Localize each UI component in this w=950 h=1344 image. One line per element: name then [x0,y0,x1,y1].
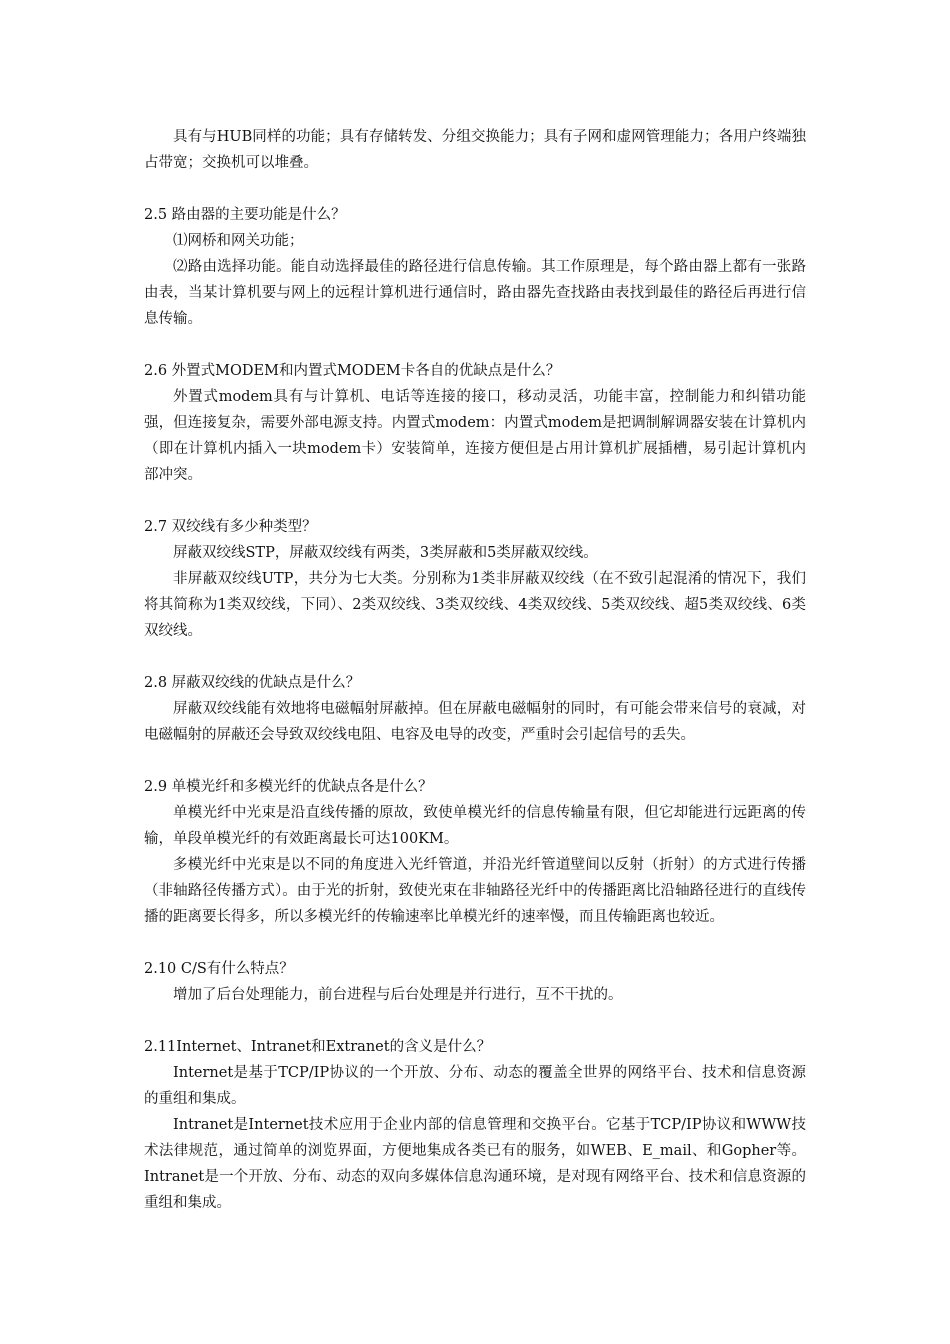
paragraph: Internet是基于TCP/IP协议的一个开放、分布、动态的覆盖全世界的网络平台、技术和信息资源的重组和集成。 [144,1065,806,1107]
paragraph: ⑵路由选择功能。能自动选择最佳的路径进行信息传输。其工作原理是，每个路由器上都有一张路由表，当某计算机要与网上的远程计算机进行通信时，路由器先查找路由表找到最佳的路径后再进行信息传输。 [144,259,806,327]
paragraph: 屏蔽双绞线能有效地将电磁幅射屏蔽掉。但在屏蔽电磁幅射的同时，有可能会带来信号的衰减，对电磁幅射的屏蔽还会导致双绞线电阻、电容及电导的改变，严重时会引起信号的丢失。 [144,701,806,743]
section-heading-2-9: 2.9 单模光纤和多模光纤的优缺点各是什么？ [144,779,433,795]
paragraph: 多模光纤中光束是以不同的角度进入光纤管道，并沿光纤管道壁间以反射（折射）的方式进行传播（非轴路径传播方式）。由于光的折射，致使光束在非轴路径光纤中的传播距离比沿轴路径进行的直线传播的距离要长得多，所以多模光纤的传输速率比单模光纤的速率慢，而且传输距离也较近。 [144,857,806,925]
paragraph: 增加了后台处理能力，前台进程与后台处理是并行进行，互不干扰的。 [173,987,623,1003]
section-heading-2-7: 2.7 双绞线有多少种类型？ [144,519,317,535]
section-heading-2-6: 2.6 外置式MODEM和内置式MODEM卡各自的优缺点是什么？ [144,363,561,379]
section-heading-2-5: 2.5 路由器的主要功能是什么？ [144,207,346,223]
intro-paragraph: 具有与HUB同样的功能；具有存储转发、分组交换能力；具有子网和虚网管理能力；各用户终端独占带宽；交换机可以堆叠。 [144,129,806,171]
document-page [144,124,806,1216]
section-heading-2-10: 2.10 C/S有什么特点？ [144,961,294,977]
section-heading-2-11: 2.11Internet、Intranet和Extranet的含义是什么？ [144,1039,492,1055]
paragraph: Intranet是Internet技术应用于企业内部的信息管理和交换平台。它基于TCP/IP协议和WWW技术法律规范，通过简单的浏览界面，方便地集成各类已有的服务，如WEB、E_mail、和Gopher等。Intranet是一个开放、分布、动态的双向多媒体信息沟通环境，是对现有网络平台、技术和信息资源的重组和集成。 [144,1117,806,1211]
paragraph: 单模光纤中光束是沿直线传播的原故，致使单模光纤的信息传输量有限，但它却能进行远距离的传输，单段单模光纤的有效距离最长可达100KM。 [144,805,806,847]
section-heading-2-8: 2.8 屏蔽双绞线的优缺点是什么？ [144,675,361,691]
paragraph: ⑴网桥和网关功能； [173,233,304,249]
paragraph: 外置式modem具有与计算机、电话等连接的接口，移动灵活，功能丰富，控制能力和纠错功能强，但连接复杂，需要外部电源支持。内置式modem：内置式modem是把调制解调器安装在计算机内（即在计算机内插入一块modem卡）安装简单，连接方便但是占用计算机扩展插槽，易引起计算机内部冲突。 [144,389,806,483]
paragraph: 非屏蔽双绞线UTP，共分为七大类。分别称为1类非屏蔽双绞线（在不致引起混淆的情况下，我们将其简称为1类双绞线，下同）、2类双绞线、3类双绞线、4类双绞线、5类双绞线、超5类双绞线、6类双绞线。 [144,571,806,639]
paragraph: 屏蔽双绞线STP，屏蔽双绞线有两类，3类屏蔽和5类屏蔽双绞线。 [173,545,598,561]
